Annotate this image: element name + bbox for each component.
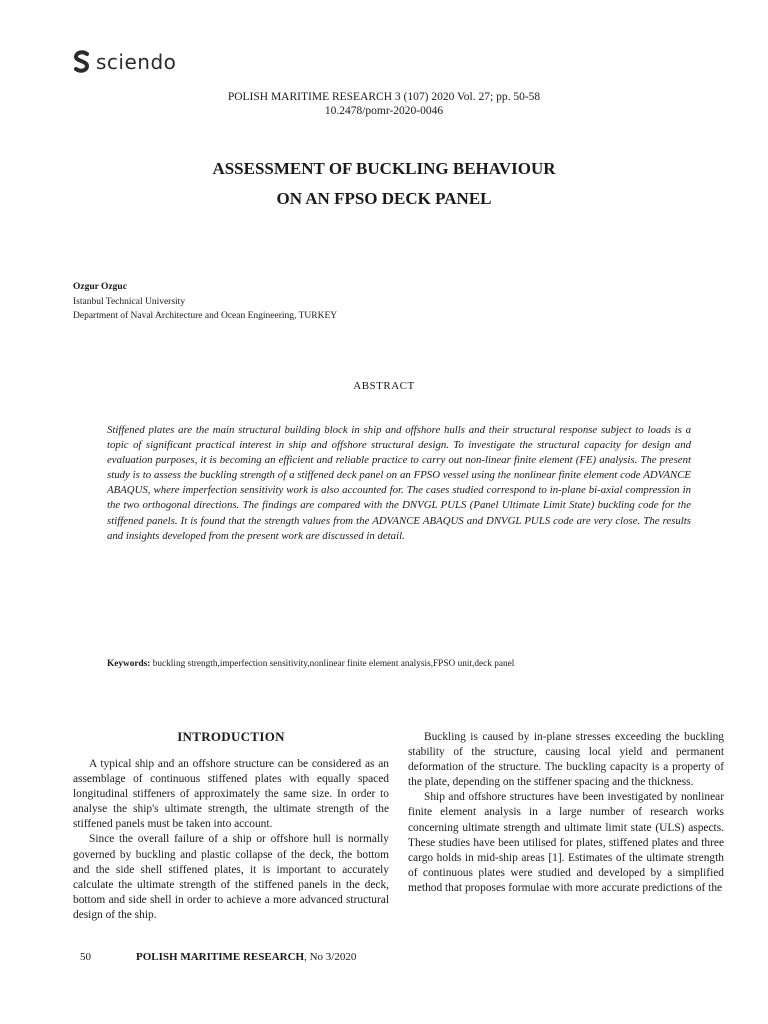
abstract-text: Stiffened plates are the main structural building block in ship and offshore hulls and their structural response subject to loads is a topic of significant practical interest in ship and offshore structural design. To investigate the structural capacity for design and evaluation purposes, it is becoming an efficient and reliable practice to carry out non-linear finite element (FE) analysis. The present study is to assess the buckling strength of a stiffened deck panel on an FPSO vessel using the nonlinear finite element code ADVANCE ABAQUS, where imperfection sensitivity work is also accounted for. The cases studied correspond to in-plane bi-axial compression in the two orthogonal directions. The findings are compared with the DNVGL PULS (Panel Ultimate Limit State) buckling code for the stiffened panels. It is found that the strength values from the ADVANCE ABAQUS and DNVGL PULS code are very close. The results and insights developed from the present work are discussed in detail. bbox=[107, 424, 691, 542]
page-footer bbox=[80, 951, 356, 963]
body-column-left bbox=[73, 757, 389, 923]
paragraph: Since the overall failure of a ship or offshore hull is normally governed by buckling and plastic collapse of the deck, the bottom and the side shell stiffened plates, it is important to accurately calculate the ultimate strength of the stiffened panels in the deck, bottom and side shell in order to achieve a more advanced structural design of the ship. bbox=[73, 833, 389, 921]
logo-text: sciendo bbox=[96, 50, 177, 74]
title-line-1: ASSESSMENT OF BUCKLING BEHAVIOUR bbox=[212, 159, 556, 178]
author-block bbox=[73, 280, 337, 324]
keywords-value: buckling strength,imperfection sensitivity,nonlinear finite element analysis,FPSO unit,deck panel bbox=[150, 659, 515, 669]
author-affiliation-university: Istanbul Technical University bbox=[73, 296, 186, 307]
footer-journal bbox=[136, 951, 356, 963]
author-name: Ozgur Ozguc bbox=[73, 282, 127, 292]
footer-issue: , No 3/2020 bbox=[304, 951, 357, 963]
author-affiliation-department: Department of Naval Architecture and Ocean Engineering, TURKEY bbox=[73, 311, 338, 321]
journal-citation: POLISH MARITIME RESEARCH 3 (107) 2020 Vol. 27; pp. 50-58 bbox=[227, 91, 541, 103]
sciendo-logo-icon bbox=[72, 50, 92, 74]
keywords bbox=[107, 659, 514, 669]
journal-header bbox=[0, 90, 768, 118]
paragraph: Buckling is caused by in-plane stresses exceeding the buckling stability of the structure, causing local yield and permanent deformation of the structure. The buckling capacity is a property of the plate, depending on the stiffener spacing and the thickness. bbox=[408, 731, 724, 789]
publisher-logo bbox=[72, 50, 176, 74]
introduction-heading: INTRODUCTION bbox=[177, 729, 285, 744]
paragraph: Ship and offshore structures have been investigated by nonlinear finite element analysis in a large number of research works concerning ultimate strength and ultimate limit state (ULS) aspects. These studies have been utilised for plates, stiffened plates and three cargo holds in mid-ship areas [1]. Estimates of the ultimate strength of continuous plates were studied and developed by a simplified method that proposes formulae with more accurate predictions of the bbox=[408, 791, 724, 894]
doi: 10.2478/pomr-2020-0046 bbox=[324, 105, 444, 117]
title-line-2: ON AN FPSO DECK PANEL bbox=[276, 189, 492, 208]
paper-title bbox=[0, 154, 768, 214]
footer-journal-name: POLISH MARITIME RESEARCH bbox=[136, 951, 305, 963]
paragraph: A typical ship and an offshore structure can be considered as an assemblage of continuous stiffened plates with equally spaced longitudinal stiffeners of approximately the same size. In order to analyse the ship's ultimate strength, the ultimate strength of the stiffened panels must be taken into account. bbox=[73, 758, 389, 831]
abstract-heading: ABSTRACT bbox=[353, 380, 415, 392]
keywords-label: Keywords: bbox=[107, 659, 151, 669]
body-column-right bbox=[408, 730, 724, 896]
page-number: 50 bbox=[80, 951, 91, 963]
